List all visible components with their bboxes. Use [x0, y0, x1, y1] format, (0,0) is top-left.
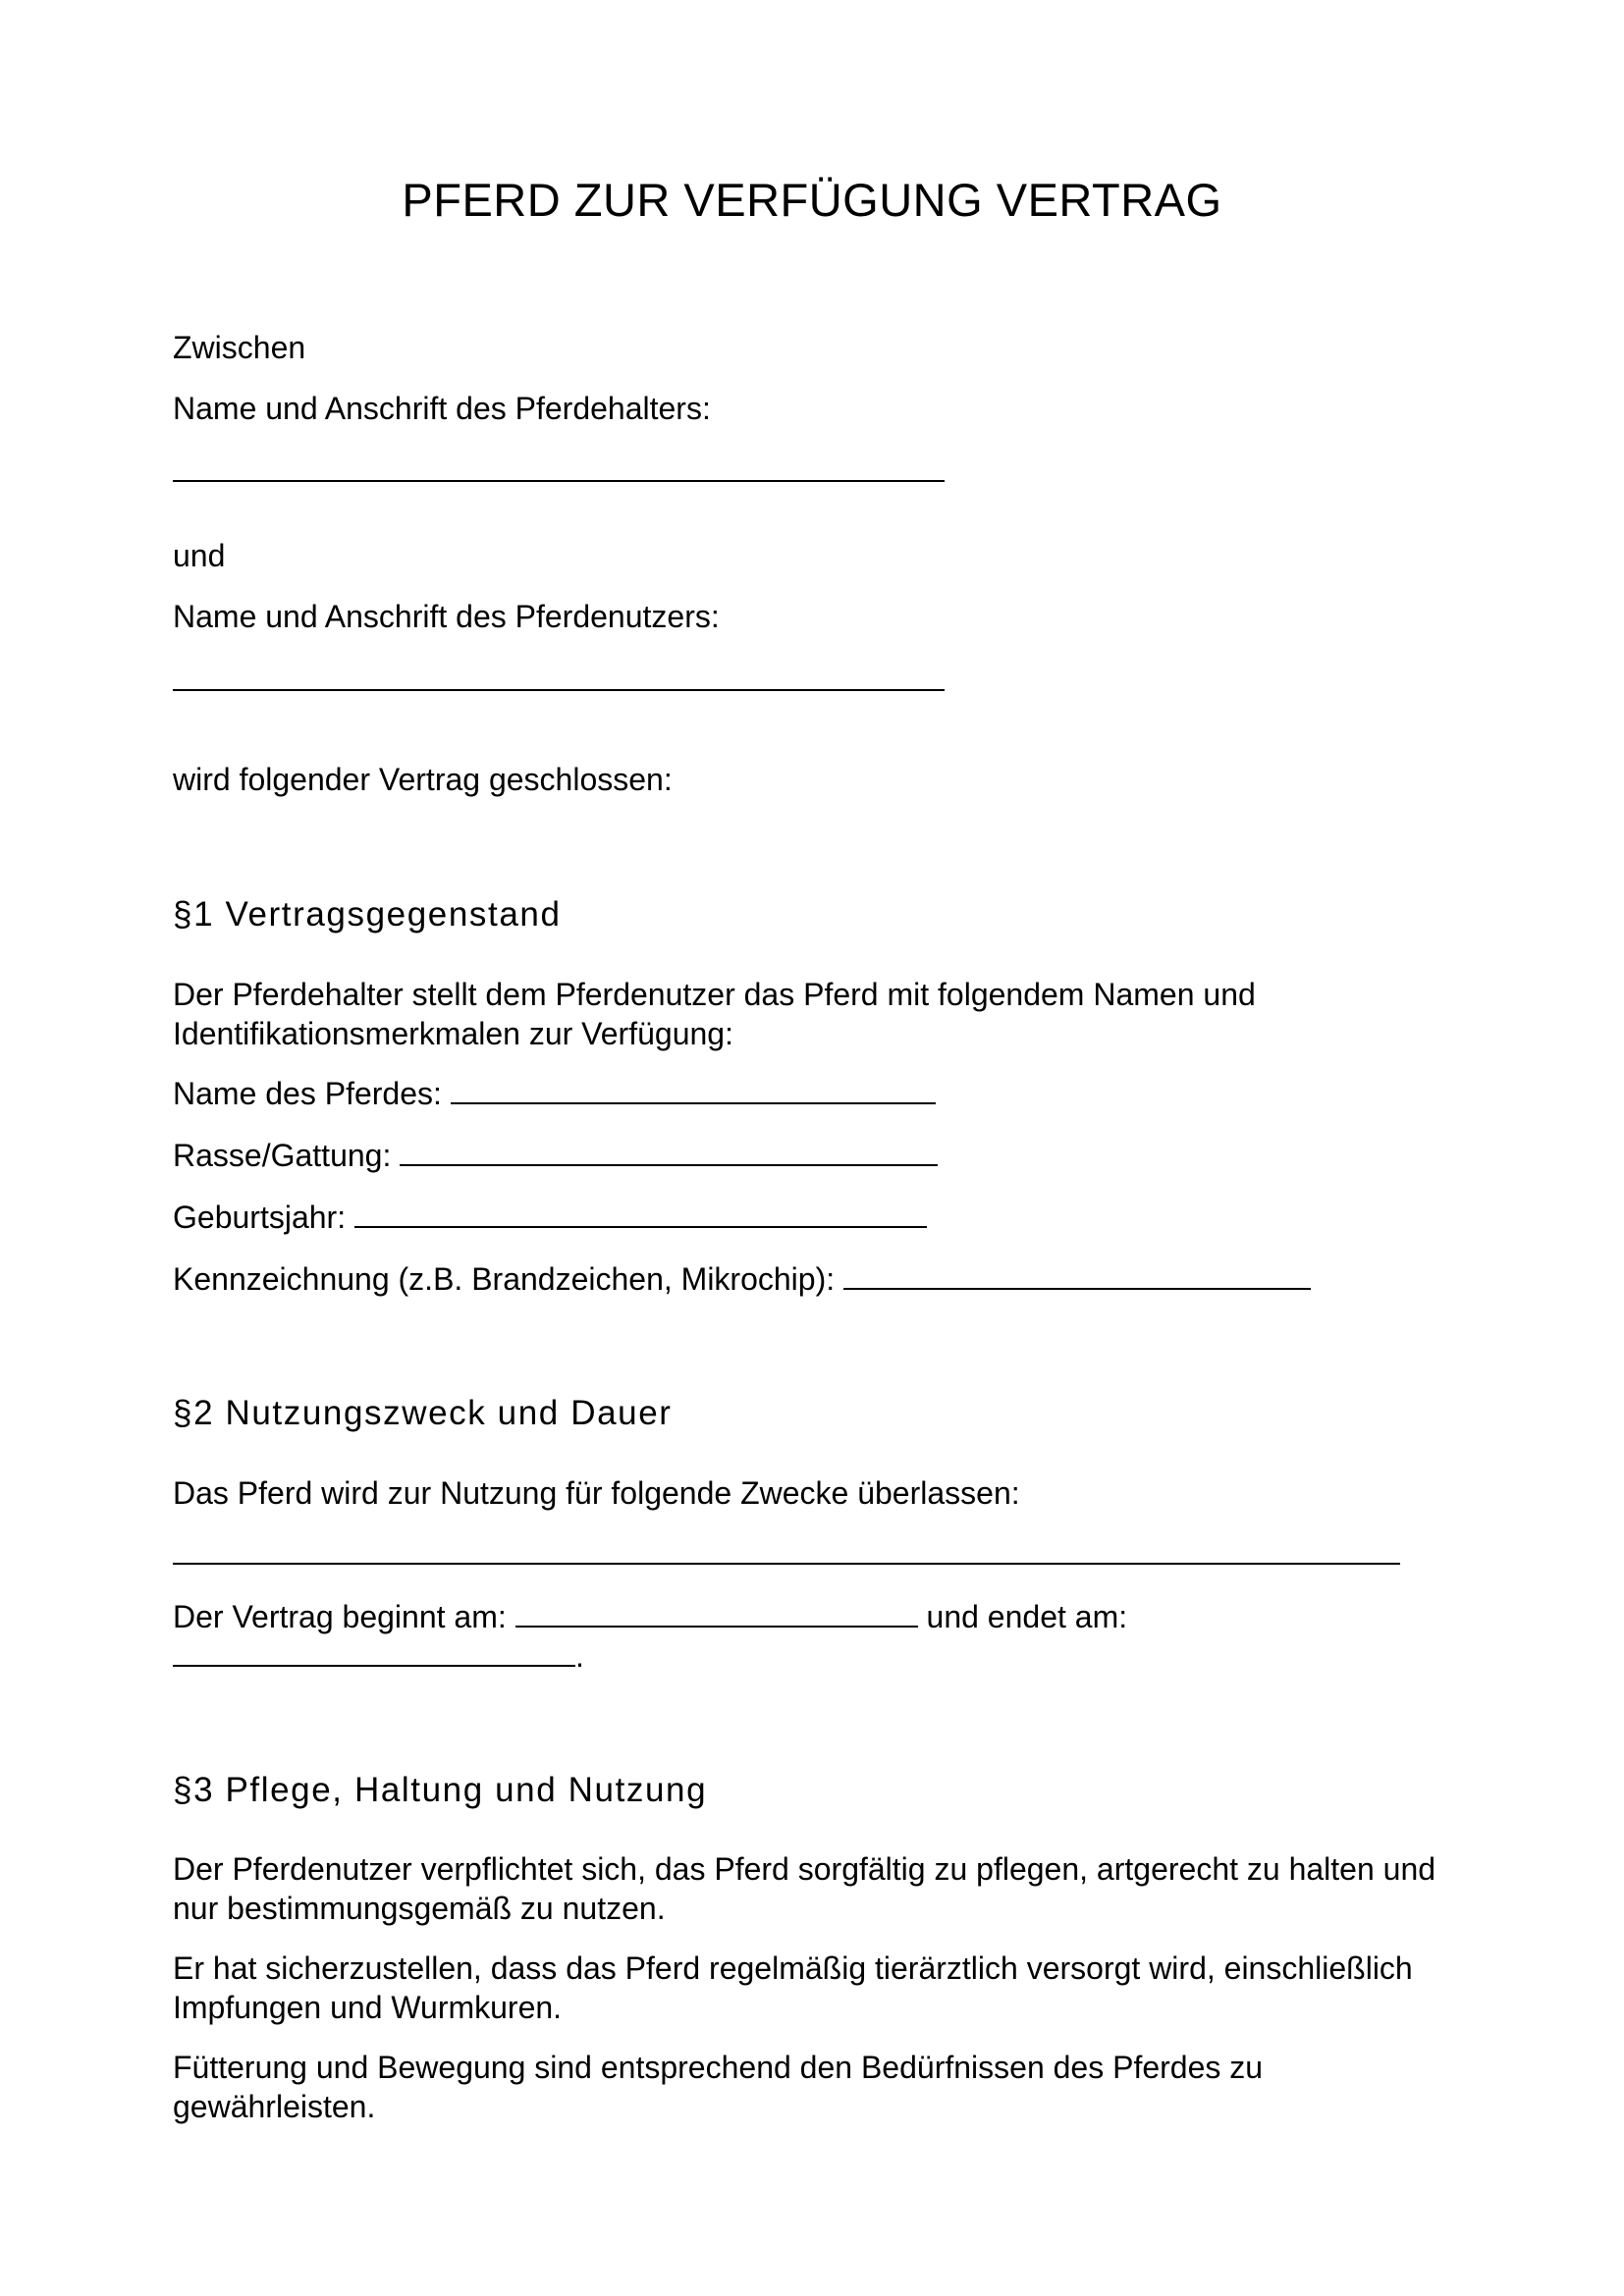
start-date-blank[interactable] [515, 1598, 918, 1628]
end-date-blank[interactable] [173, 1637, 575, 1667]
breed-blank[interactable] [400, 1137, 938, 1166]
closing-text: wird folgender Vertrag geschlossen: [173, 762, 673, 797]
section3-heading: §3 Pflege, Haltung und Nutzung [173, 1771, 708, 1809]
horse-name-field [173, 1074, 936, 1113]
horse-name-blank[interactable] [451, 1075, 936, 1104]
section1-intro: Der Pferdehalter stellt dem Pferdenutzer das Pferd mit folgendem Namen und Identifikationsmerkmalen zur Verfügung: [173, 977, 1256, 1051]
end-date-line [173, 1636, 584, 1676]
birth-year-field [173, 1198, 927, 1237]
section1-heading: §1 Vertragsgegenstand [173, 895, 562, 934]
purpose-blank-line[interactable] [173, 1563, 1400, 1565]
start-label: Der Vertrag beginnt am: [173, 1599, 507, 1634]
section3-paragraph-3: Fütterung und Bewegung sind entsprechend den Bedürfnissen des Pferdes zu gewährleisten. [173, 2050, 1264, 2124]
marking-label: Kennzeichnung (z.B. Brandzeichen, Mikrochip): [173, 1261, 836, 1297]
birth-year-label: Geburtsjahr: [173, 1200, 347, 1235]
birth-year-blank[interactable] [354, 1199, 927, 1228]
section3-paragraph-2: Er hat sicherzustellen, dass das Pferd regelmäßig tierärztlich versorgt wird, einschließlich Impfungen und Wurmkuren. [173, 1950, 1413, 2025]
purpose-text: Das Pferd wird zur Nutzung für folgende Zwecke überlassen: [173, 1475, 1020, 1511]
marking-blank[interactable] [843, 1260, 1311, 1290]
and-text: und [173, 538, 226, 573]
marking-field [173, 1259, 1311, 1299]
user-blank-line[interactable] [173, 689, 945, 691]
document-title: PFERD ZUR VERFÜGUNG VERTRAG [402, 174, 1222, 226]
horse-name-label: Name des Pferdes: [173, 1076, 442, 1111]
section2-heading: §2 Nutzungszweck und Dauer [173, 1394, 673, 1432]
owner-blank-line[interactable] [173, 480, 945, 482]
end-period: . [575, 1638, 584, 1674]
breed-label: Rasse/Gattung: [173, 1138, 392, 1173]
user-label: Name und Anschrift des Pferdenutzers: [173, 599, 720, 634]
owner-label: Name und Anschrift des Pferdehalters: [173, 391, 711, 426]
end-label: und endet am: [926, 1599, 1128, 1634]
contract-dates-line [173, 1597, 1127, 1636]
section3-paragraph-1: Der Pferdenutzer verpflichtet sich, das Pferd sorgfältig zu pflegen, artgerecht zu halten und nur bestimmungsgemäß zu nutzen. [173, 1851, 1436, 1926]
breed-field [173, 1136, 938, 1175]
between-text: Zwischen [173, 330, 306, 365]
